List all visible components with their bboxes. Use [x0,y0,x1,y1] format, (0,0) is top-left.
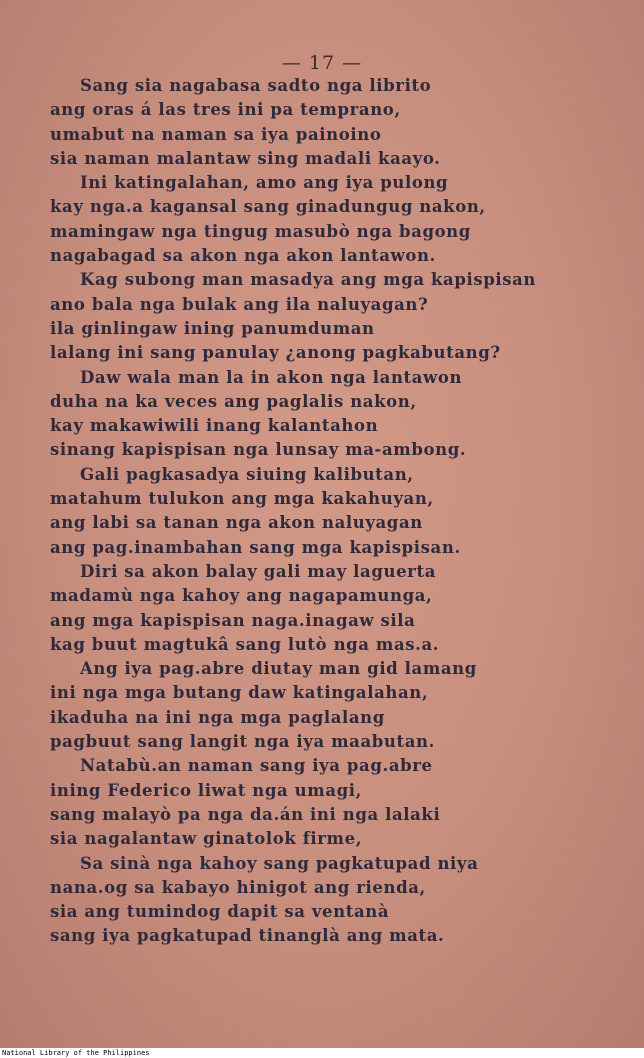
text-line: ang mga kapispisan naga.inagaw sila [50,610,416,630]
footer-bar [0,1049,644,1058]
text-line: Daw wala man la in akon nga lantawon [80,367,463,387]
poem-text [50,74,580,949]
text-line: Sa sinà nga kahoy sang pagkatupad niya [80,853,479,873]
text-line: Gali pagkasadya siuing kalibutan, [80,464,414,484]
text-line: Sang sia nagabasa sadto nga librito [80,76,432,95]
footer-credit: National Library of the Philippines [2,1049,150,1057]
text-line: kay makawiwili inang kalantahon [50,416,379,436]
text-line: Ini katingalahan, amo ang iya pulong [80,173,449,193]
text-line: ila ginlingaw ining panumduman [50,318,375,338]
text-line: ang oras á las tres ini pa temprano, [50,100,401,120]
text-line: ini nga mga butang daw katingalahan, [50,683,429,703]
text-line: lalang ini sang panulay ¿anong pagkabutang? [50,343,501,363]
text-line: sia naman malantaw sing madali kaayo. [50,148,441,168]
text-line: mamingaw nga tingug masubò nga bagong [50,221,471,241]
text-line: kag buut magtukâ sang lutò nga mas.a. [50,634,440,654]
text-line: sinang kapispisan nga lunsay ma-ambong. [50,440,467,460]
text-line: sang iya pagkatupad tinanglà ang mata. [50,926,445,946]
text-line: ang pag.inambahan sang mga kapispisan. [50,537,461,557]
text-line: duha na ka veces ang paglalis nakon, [50,391,417,411]
text-line: ano bala nga bulak ang ila naluyagan? [50,294,429,314]
page-number: — 17 — [281,52,363,74]
text-line: Natabù.an naman sang iya pag.abre [80,756,433,776]
text-line: ikaduha na ini nga mga paglalang [50,707,385,727]
text-line: sang malayò pa nga da.án ini nga lalaki [50,804,441,824]
text-line: nana.og sa kabayo hinigot ang rienda, [50,877,426,897]
text-line: nagabagad sa akon nga akon lantawon. [50,246,436,266]
text-line: ang labi sa tanan nga akon naluyagan [50,513,423,533]
text-line: umabut na naman sa iya painoino [50,124,382,144]
text-line: madamù nga kahoy ang nagapamunga, [50,586,433,606]
text-line: sia nagalantaw ginatolok firme, [50,829,363,849]
text-line: kay nga.a kagansal sang ginadungug nakon, [50,197,486,217]
text-line: Kag subong man masadya ang mga kapispisan [80,270,537,290]
text-line: sia ang tumindog dapit sa ventanà [50,902,390,922]
text-line: ining Federico liwat nga umagi, [50,780,362,800]
text-line: matahum tulukon ang mga kakahuyan, [50,489,434,509]
text-line: Diri sa akon balay gali may laguerta [80,561,436,581]
text-line: pagbuut sang langit nga iya maabutan. [50,732,435,752]
text-line: Ang iya pag.abre diutay man gid lamang [80,659,477,679]
